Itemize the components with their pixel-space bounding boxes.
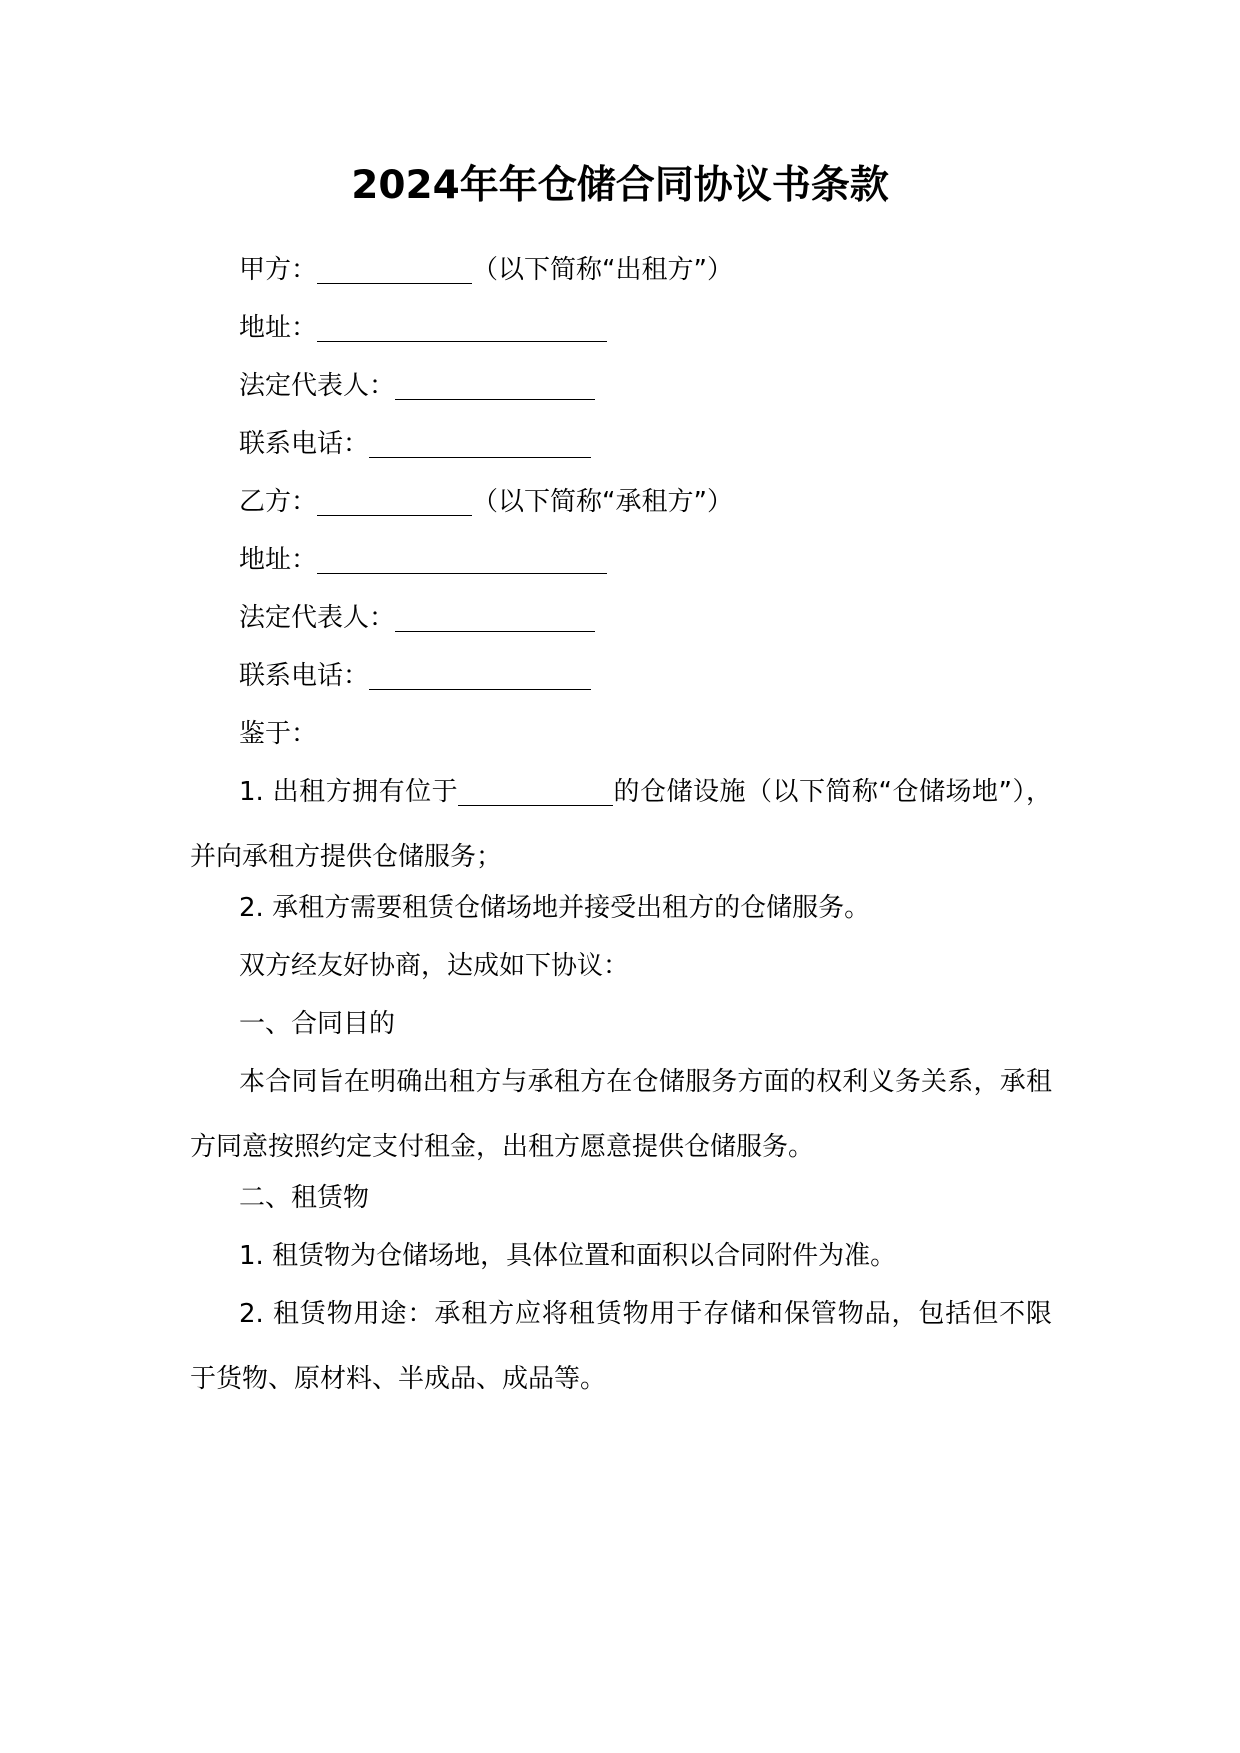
warehouse-location-blank (458, 779, 613, 806)
document-title: 2024年年仓储合同协议书条款 (351, 163, 889, 208)
party-a-line (190, 238, 1052, 303)
party-a-address-line (190, 296, 1052, 361)
party-b-rep-blank (395, 605, 595, 632)
party-a-name-blank (317, 257, 472, 284)
party-a-phone-blank (369, 431, 591, 458)
section-2-item-1: 1. 租赁物为仓储场地，具体位置和面积以合同附件为准。 (239, 1241, 897, 1271)
party-b-phone-label: 联系电话： (239, 661, 370, 691)
party-a-phone-label: 联系电话： (239, 429, 370, 459)
party-a-address-label: 地址： (239, 313, 318, 343)
party-b-address-line (190, 528, 1052, 593)
party-b-rep-line (190, 586, 1052, 651)
agreement-intro: 双方经友好协商，达成如下协议： (239, 951, 630, 981)
whereas-item-1-suffix: 的仓储设施（以下简称“仓储场地”），并向承租方提供仓储服务； (190, 777, 1052, 872)
section-2-heading: 二、租赁物 (239, 1183, 370, 1213)
section-2-item-2: 2. 租赁物用途：承租方应将租赁物用于存储和保管物品，包括但不限于货物、原材料、半成品、成品等。 (190, 1299, 1052, 1394)
party-b-rep-label: 法定代表人： (239, 603, 396, 633)
whereas-item-2: 2. 承租方需要租赁仓储场地并接受出租方的仓储服务。 (239, 893, 871, 923)
party-a-rep-label: 法定代表人： (239, 371, 396, 401)
party-a-rep-line (190, 354, 1052, 419)
section-1-heading: 一、合同目的 (239, 1009, 396, 1039)
party-a-address-blank (317, 315, 607, 342)
party-a-phone-line (190, 412, 1052, 477)
section-1-body: 本合同旨在明确出租方与承租方在仓储服务方面的权利义务关系，承租方同意按照约定支付租金，出租方愿意提供仓储服务。 (190, 1067, 1052, 1162)
whereas-item-1 (190, 760, 1052, 890)
whereas-label: 鉴于： (239, 719, 318, 749)
party-b-line (190, 470, 1052, 535)
party-a-alias: （以下简称“出租方”） (472, 255, 733, 285)
party-a-label: 甲方： (239, 255, 318, 285)
party-b-label: 乙方： (239, 487, 318, 517)
party-b-phone-blank (369, 663, 591, 690)
whereas-item-1-prefix: 1. 出租方拥有位于 (239, 777, 459, 807)
party-b-phone-line (190, 644, 1052, 709)
party-b-name-blank (317, 489, 472, 516)
party-b-alias: （以下简称“承租方”） (472, 487, 733, 517)
party-b-address-blank (317, 547, 607, 574)
party-b-address-label: 地址： (239, 545, 318, 575)
party-a-rep-blank (395, 373, 595, 400)
